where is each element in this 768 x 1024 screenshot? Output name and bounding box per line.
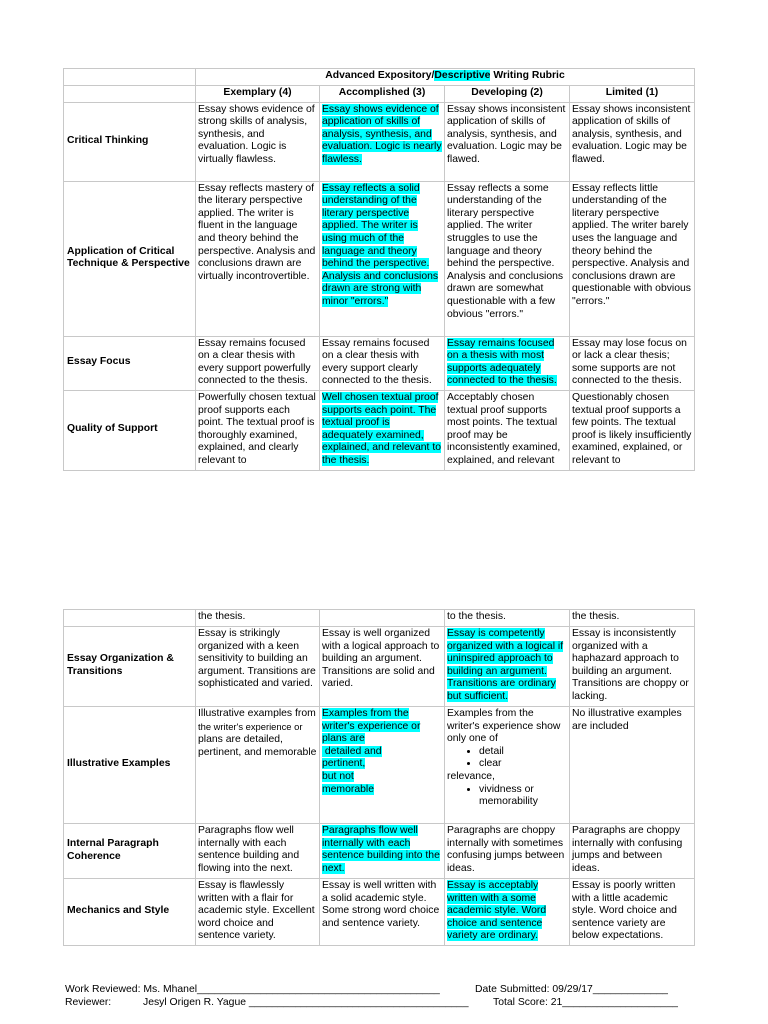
rubric-cell-highlighted: Essay is acceptably written with a some academic style. Word choice and sentence variety are ordinary. xyxy=(445,879,570,946)
work-reviewed-line: Work Reviewed: Ms. Mhanel__________________________________________ xyxy=(65,984,440,995)
rubric-cell: Essay may lose focus on or lack a clear thesis; some supports are not connected to the thesis. xyxy=(570,336,695,390)
column-header: Exemplary (4) xyxy=(196,86,320,103)
continuation-cell: the thesis. xyxy=(196,610,320,627)
criteria-list xyxy=(447,746,567,771)
rubric-cell: Essay remains focused on a clear thesis with every support clearly connected to the thesis. xyxy=(320,336,445,390)
criterion-label: Application of Critical Technique & Perspective xyxy=(64,181,196,336)
criterion-label: Mechanics and Style xyxy=(64,879,196,946)
continuation-cell: to the thesis. xyxy=(445,610,570,627)
rubric-cell: Essay is strikingly organized with a keen sensitivity to building an argument. Transitions are sophisticated and varied. xyxy=(196,627,320,707)
rubric-row xyxy=(64,390,695,470)
title-highlight: Descriptive xyxy=(434,70,491,82)
title-part: Advanced Expository/ xyxy=(325,70,435,82)
rubric-row xyxy=(64,627,695,707)
rubric-cell: Essay reflects little understanding of the literary perspective applied. The writer barely uses the language and theory behind the perspective. Analysis and conclusions drawn are questionable with obvious "errors." xyxy=(570,181,695,336)
rubric-cell: Essay remains focused on a clear thesis with every support powerfully connected to the thesis. xyxy=(196,336,320,390)
rubric-cell-highlighted: Essay shows evidence of application of skills of analysis, synthesis, and evaluation. Logic is nearly flawless. xyxy=(320,102,445,181)
date-submitted-line: Date Submitted: 09/29/17_____________ xyxy=(475,984,668,995)
rubric-cell: Questionably chosen textual proof supports a few points. The textual proof is likely insufficiently examined, explained, or relevant to xyxy=(570,390,695,470)
rubric-table-page2 xyxy=(63,609,695,946)
criterion-label: Quality of Support xyxy=(64,390,196,470)
rubric-cell: Essay shows inconsistent application of skills of analysis, synthesis, and evaluation. Logic may be flawed. xyxy=(445,102,570,181)
criterion-header xyxy=(64,86,196,103)
column-header: Limited (1) xyxy=(570,86,695,103)
reviewer-label: Reviewer: xyxy=(65,997,112,1008)
rubric-row xyxy=(64,824,695,879)
rubric-cell: Illustrative examples from the writer's experience or plans are detailed, pertinent, and memorable xyxy=(196,707,320,824)
rubric-cell: Essay reflects a some understanding of the literary perspective applied. The writer struggles to use the language and theory behind the perspective. Analysis and conclusions drawn are somewhat questionable with a few obvious "errors." xyxy=(445,181,570,336)
rubric-row xyxy=(64,102,695,181)
criterion-empty xyxy=(64,610,196,627)
criterion-label: Essay Organization & Transitions xyxy=(64,627,196,707)
rubric-cell: Essay is well organized with a logical approach to building an argument. Transitions are solid and varied. xyxy=(320,627,445,707)
rubric-cell-highlighted: Essay reflects a solid understanding of the literary perspective applied. The writer is using much of the language and theory behind the perspective. Analysis and conclusions drawn are strong with minor "errors." xyxy=(320,181,445,336)
rubric-cell-highlighted: Paragraphs flow well internally with each sentence building into the next. xyxy=(320,824,445,879)
list-item: • vividness or memorability xyxy=(479,784,567,809)
rubric-cell-highlighted: Well chosen textual proof supports each point. The textual proof is adequately examined, explained, and relevant to the thesis. xyxy=(320,390,445,470)
rubric-cell: Essay is poorly written with a little academic style. Word choice and sentence variety are below expectations. xyxy=(570,879,695,946)
rubric-cell: Paragraphs are choppy internally with confusing jumps and between ideas. xyxy=(570,824,695,879)
rubric-cell: Paragraphs are choppy internally with sometimes confusing jumps between ideas. xyxy=(445,824,570,879)
corner-cell xyxy=(64,69,196,86)
continuation-row xyxy=(64,610,695,627)
reviewer-name: Jesyl Origen R. Yague ______________________________________ xyxy=(143,997,469,1008)
criterion-label: Essay Focus xyxy=(64,336,196,390)
list-item: • detail xyxy=(479,746,567,759)
rubric-cell: Essay is inconsistently organized with a haphazard approach to building an argument. Transitions are choppy or lacking. xyxy=(570,627,695,707)
continuation-cell: the thesis. xyxy=(570,610,695,627)
rubric-title xyxy=(196,69,695,86)
criterion-label: Internal Paragraph Coherence xyxy=(64,824,196,879)
criteria-list xyxy=(447,784,567,809)
rubric-table-page1 xyxy=(63,68,695,471)
rubric-row xyxy=(64,879,695,946)
rubric-row xyxy=(64,336,695,390)
rubric-cell: Essay shows inconsistent application of skills of analysis, synthesis, and evaluation. Logic may be flawed. xyxy=(570,102,695,181)
rubric-cell: Examples from the writer's experience show only one of • detail • clear relevance, • vividness or memorability xyxy=(445,707,570,824)
criterion-label: Critical Thinking xyxy=(64,102,196,181)
rubric-cell: Acceptably chosen textual proof supports most points. The textual proof may be inconsistently examined, explained, and relevant xyxy=(445,390,570,470)
rubric-cell: Paragraphs flow well internally with each sentence building and flowing into the next. xyxy=(196,824,320,879)
column-header: Accomplished (3) xyxy=(320,86,445,103)
rubric-cell-highlighted: Examples from the writer's experience or plans are detailed and pertinent, but not memorable xyxy=(320,707,445,824)
rubric-cell: Essay shows evidence of strong skills of analysis, synthesis, and evaluation. Logic is virtually flawless. xyxy=(196,102,320,181)
rubric-cell-highlighted: Essay is competently organized with a logical if uninspired approach to building an argument. Transitions are ordinary but sufficient. xyxy=(445,627,570,707)
rubric-cell-highlighted: Essay remains focused on a thesis with most supports adequately connected to the thesis. xyxy=(445,336,570,390)
review-footer xyxy=(65,984,705,1014)
total-score-line: Total Score: 21____________________ xyxy=(493,997,678,1008)
rubric-row-illustrative xyxy=(64,707,695,824)
rubric-cell: Essay reflects mastery of the literary perspective applied. The writer is fluent in the language and theory behind the perspective. Analysis and conclusions drawn are virtually incontrovertible. xyxy=(196,181,320,336)
rubric-cell: No illustrative examples are included xyxy=(570,707,695,824)
title-part-end: Writing Rubric xyxy=(490,70,565,82)
column-header: Developing (2) xyxy=(445,86,570,103)
continuation-cell xyxy=(320,610,445,627)
rubric-row xyxy=(64,181,695,336)
criterion-label: Illustrative Examples xyxy=(64,707,196,824)
list-item: • clear xyxy=(479,758,567,771)
rubric-cell: Essay is well written with a solid academic style. Some strong word choice and sentence variety. xyxy=(320,879,445,946)
rubric-cell: Essay is flawlessly written with a flair for academic style. Excellent word choice and sentence variety. xyxy=(196,879,320,946)
rubric-cell: Powerfully chosen textual proof supports each point. The textual proof is thoroughly examined, explained, and clearly relevant to xyxy=(196,390,320,470)
